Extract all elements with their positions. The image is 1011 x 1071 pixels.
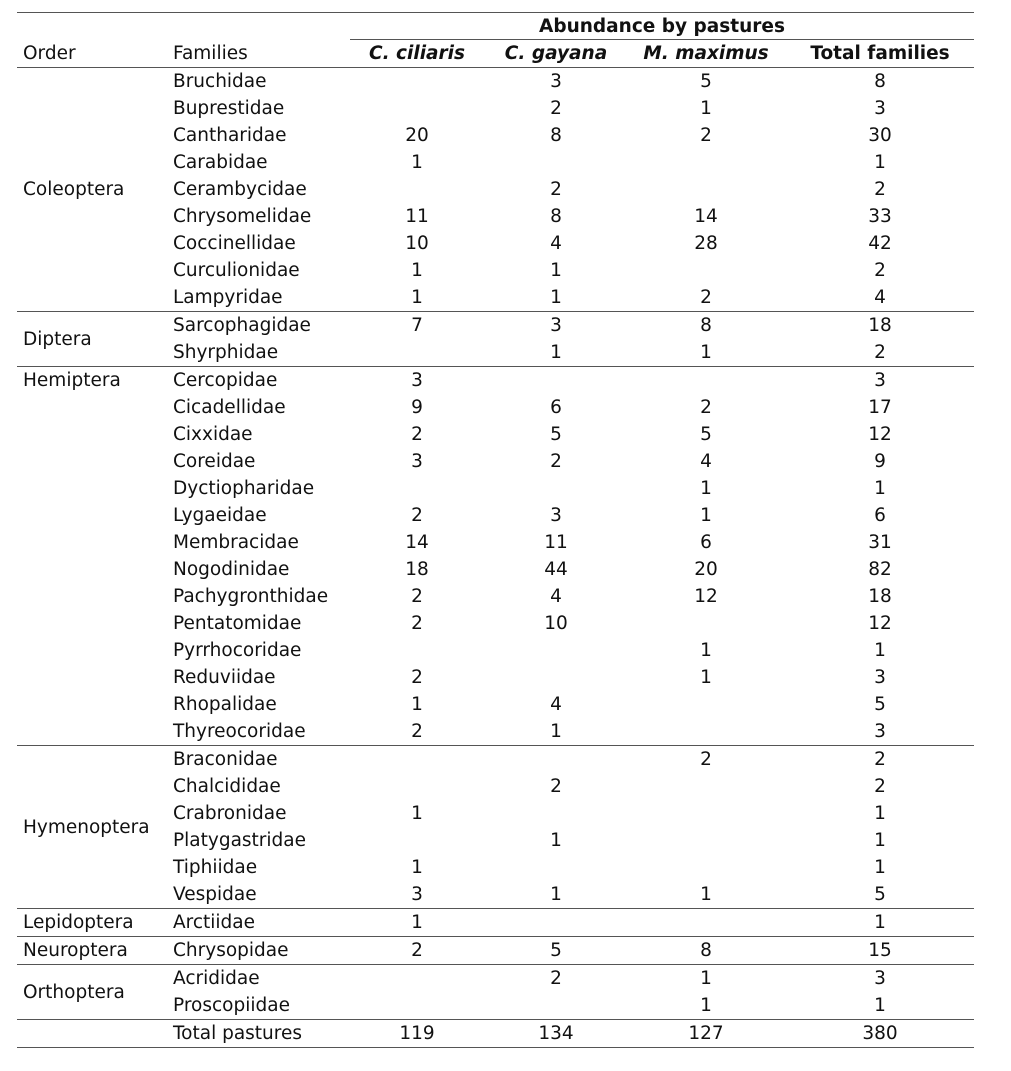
ciliaris-cell: 2 — [411, 586, 423, 607]
total-cell: 30 — [868, 125, 892, 146]
header-columns-row — [17, 40, 974, 68]
order-group — [17, 964, 974, 1019]
gayana-cell — [489, 992, 623, 1019]
order-label: Neuroptera — [23, 940, 128, 961]
total-pastures-label: Total pastures — [173, 1023, 303, 1044]
ciliaris-cell: 14 — [405, 532, 429, 553]
gayana-cell — [489, 854, 623, 881]
ciliaris-cell — [350, 965, 484, 992]
gayana-cell: 1 — [550, 260, 562, 281]
order-group — [17, 311, 974, 366]
table-row — [17, 394, 974, 421]
maximus-cell — [633, 257, 779, 284]
ciliaris-cell: 20 — [405, 125, 429, 146]
family-cell: Curculionidae — [173, 260, 300, 281]
total-families-column-header: Total families — [810, 43, 950, 64]
order-label: Diptera — [23, 328, 92, 350]
table-row — [17, 421, 974, 448]
maximus-cell — [633, 800, 779, 827]
gayana-cell: 2 — [550, 98, 562, 119]
family-cell: Cerambycidae — [173, 179, 307, 200]
gayana-cell: 1 — [550, 721, 562, 742]
family-cell: Lampyridae — [173, 287, 283, 308]
total-cell: 1 — [874, 478, 886, 499]
gayana-cell — [489, 149, 623, 176]
gayana-cell: 4 — [550, 586, 562, 607]
order-label: Hemiptera — [23, 370, 121, 391]
total-cell: 2 — [874, 776, 886, 797]
gayana-cell: 1 — [550, 342, 562, 363]
gayana-cell: 4 — [550, 233, 562, 254]
order-label: Hymenoptera — [23, 816, 150, 838]
total-cell: 82 — [868, 559, 892, 580]
family-cell: Thyreocoridae — [173, 721, 306, 742]
maximus-cell — [633, 909, 779, 936]
table-row — [17, 937, 974, 964]
table-row — [17, 475, 974, 502]
maximus-cell: 20 — [694, 559, 718, 580]
table-row — [17, 257, 974, 284]
family-cell: Shyrphidae — [173, 342, 279, 363]
family-cell: Chrysomelidae — [173, 206, 312, 227]
gayana-cell: 3 — [550, 505, 562, 526]
table-row — [17, 122, 974, 149]
gayana-cell: 44 — [544, 559, 568, 580]
table-row — [17, 367, 974, 394]
ciliaris-cell: 3 — [411, 370, 423, 391]
order-column-header: Order — [23, 43, 76, 64]
maximus-cell: 8 — [700, 315, 712, 336]
maximus-cell: 4 — [700, 451, 712, 472]
total-cell: 2 — [874, 749, 886, 770]
abundance-span-header: Abundance by pastures — [350, 13, 974, 40]
abundance-table — [17, 12, 974, 1048]
total-cell: 5 — [874, 694, 886, 715]
total-cell: 1 — [874, 912, 886, 933]
family-cell: Tiphiidae — [173, 857, 258, 878]
ciliaris-cell: 2 — [411, 721, 423, 742]
table-row — [17, 965, 974, 992]
ciliaris-cell: 7 — [411, 315, 423, 336]
table-row — [17, 95, 974, 122]
gayana-cell: 3 — [550, 71, 562, 92]
total-cell: 12 — [868, 613, 892, 634]
total-cell: 3 — [874, 98, 886, 119]
family-cell: Carabidae — [173, 152, 268, 173]
total-cell: 1 — [874, 995, 886, 1016]
maximus-cell — [633, 718, 779, 745]
total-cell: 15 — [868, 940, 892, 961]
family-cell: Dyctiopharidae — [173, 478, 315, 499]
gayana-cell: 2 — [550, 179, 562, 200]
table-row — [17, 637, 974, 664]
family-cell: Chalcididae — [173, 776, 281, 797]
table-row — [17, 881, 974, 908]
family-cell: Nogodinidae — [173, 559, 290, 580]
table-row — [17, 610, 974, 637]
table-row — [17, 909, 974, 936]
maximus-cell: 1 — [700, 98, 712, 119]
table-row — [17, 854, 974, 881]
family-cell: Vespidae — [173, 884, 257, 905]
family-cell: Lygaeidae — [173, 505, 267, 526]
order-group — [17, 366, 974, 745]
table-row — [17, 583, 974, 610]
ciliaris-cell: 9 — [411, 397, 423, 418]
gayana-cell: 1 — [550, 287, 562, 308]
ciliaris-cell — [350, 475, 484, 502]
table-row — [17, 448, 974, 475]
family-cell: Acrididae — [173, 968, 260, 989]
total-cell: 2 — [874, 179, 886, 200]
ciliaris-cell: 2 — [411, 940, 423, 961]
gayana-cell — [489, 909, 623, 936]
family-cell: Proscopiidae — [173, 995, 290, 1016]
family-cell: Pyrrhocoridae — [173, 640, 302, 661]
maximus-cell: 5 — [700, 424, 712, 445]
total-ciliaris: 119 — [399, 1023, 435, 1044]
maximus-cell — [633, 176, 779, 203]
order-label: Coleoptera — [23, 179, 125, 200]
total-cell: 3 — [874, 370, 886, 391]
gayana-cell: 5 — [550, 424, 562, 445]
gayana-cell — [489, 664, 623, 691]
ciliaris-cell — [350, 95, 484, 122]
gayana-cell: 1 — [550, 830, 562, 851]
table-row — [17, 339, 974, 366]
table-row — [17, 203, 974, 230]
ciliaris-cell — [350, 773, 484, 800]
total-cell: 3 — [874, 968, 886, 989]
ciliaris-cell: 1 — [411, 857, 423, 878]
gayana-cell: 2 — [550, 776, 562, 797]
total-cell: 1 — [874, 830, 886, 851]
table-row — [17, 691, 974, 718]
table-row — [17, 312, 974, 339]
ciliaris-cell: 1 — [411, 287, 423, 308]
ciliaris-cell — [350, 992, 484, 1019]
table-row — [17, 718, 974, 745]
maximus-cell: 1 — [700, 667, 712, 688]
total-cell: 18 — [868, 315, 892, 336]
total-gayana: 134 — [538, 1023, 574, 1044]
maximus-cell: 5 — [700, 71, 712, 92]
ciliaris-column-header: C. ciliaris — [369, 43, 465, 64]
ciliaris-cell: 1 — [411, 260, 423, 281]
total-grand: 380 — [862, 1023, 898, 1044]
ciliaris-cell: 11 — [405, 206, 429, 227]
table-row — [17, 68, 974, 95]
gayana-cell: 3 — [550, 315, 562, 336]
table-row — [17, 746, 974, 773]
family-cell: Bruchidae — [173, 71, 267, 92]
family-cell: Reduviidae — [173, 667, 276, 688]
total-cell: 1 — [874, 640, 886, 661]
ciliaris-cell: 10 — [405, 233, 429, 254]
table-body — [17, 68, 974, 1019]
total-cell: 31 — [868, 532, 892, 553]
family-cell: Sarcophagidae — [173, 315, 311, 336]
gayana-column-header: C. gayana — [504, 43, 608, 64]
ciliaris-cell: 1 — [411, 912, 423, 933]
ciliaris-cell: 2 — [411, 613, 423, 634]
total-cell: 17 — [868, 397, 892, 418]
table-row — [17, 800, 974, 827]
gayana-cell — [489, 800, 623, 827]
maximus-cell: 1 — [700, 884, 712, 905]
maximus-column-header: M. maximus — [643, 43, 769, 64]
ciliaris-cell: 2 — [411, 667, 423, 688]
ciliaris-cell: 3 — [411, 884, 423, 905]
maximus-cell — [633, 691, 779, 718]
family-cell: Cercopidae — [173, 370, 278, 391]
table-row — [17, 502, 974, 529]
total-cell: 8 — [874, 71, 886, 92]
ciliaris-cell — [350, 339, 484, 366]
order-group — [17, 745, 974, 908]
order-label: Lepidoptera — [23, 912, 134, 933]
table-row — [17, 176, 974, 203]
family-cell: Platygastridae — [173, 830, 307, 851]
order-label: Orthoptera — [23, 981, 125, 1003]
family-cell: Membracidae — [173, 532, 299, 553]
maximus-cell — [633, 367, 779, 394]
total-cell: 9 — [874, 451, 886, 472]
table-row — [17, 664, 974, 691]
family-cell: Chrysopidae — [173, 940, 289, 961]
total-cell: 42 — [868, 233, 892, 254]
maximus-cell: 8 — [700, 940, 712, 961]
total-cell: 3 — [874, 667, 886, 688]
gayana-cell — [489, 746, 623, 773]
maximus-cell — [633, 149, 779, 176]
total-cell: 5 — [874, 884, 886, 905]
total-cell: 3 — [874, 721, 886, 742]
maximus-cell — [633, 610, 779, 637]
maximus-cell: 1 — [700, 968, 712, 989]
family-cell: Cixxidae — [173, 424, 253, 445]
gayana-cell: 6 — [550, 397, 562, 418]
gayana-cell — [489, 637, 623, 664]
ciliaris-cell — [350, 827, 484, 854]
ciliaris-cell — [350, 746, 484, 773]
maximus-cell — [633, 854, 779, 881]
maximus-cell: 2 — [700, 125, 712, 146]
total-maximus: 127 — [688, 1023, 724, 1044]
total-cell: 1 — [874, 857, 886, 878]
family-cell: Buprestidae — [173, 98, 285, 119]
maximus-cell: 1 — [700, 505, 712, 526]
maximus-cell: 6 — [700, 532, 712, 553]
maximus-cell: 12 — [694, 586, 718, 607]
total-cell: 2 — [874, 342, 886, 363]
family-cell: Rhopalidae — [173, 694, 277, 715]
table-row — [17, 556, 974, 583]
gayana-cell: 8 — [550, 125, 562, 146]
maximus-cell: 2 — [700, 287, 712, 308]
family-cell: Coreidae — [173, 451, 256, 472]
gayana-cell: 2 — [550, 968, 562, 989]
gayana-cell: 2 — [550, 451, 562, 472]
ciliaris-cell — [350, 637, 484, 664]
family-cell: Pentatomidae — [173, 613, 302, 634]
family-cell: Pachygronthidae — [173, 586, 329, 607]
maximus-cell: 14 — [694, 206, 718, 227]
family-cell: Coccinellidae — [173, 233, 296, 254]
total-cell: 2 — [874, 260, 886, 281]
ciliaris-cell: 2 — [411, 424, 423, 445]
family-cell: Crabronidae — [173, 803, 287, 824]
total-cell: 1 — [874, 152, 886, 173]
gayana-cell: 8 — [550, 206, 562, 227]
maximus-cell: 1 — [700, 478, 712, 499]
gayana-cell: 1 — [550, 884, 562, 905]
family-cell: Arctiidae — [173, 912, 256, 933]
total-pastures-row — [17, 1019, 974, 1048]
maximus-cell: 1 — [700, 342, 712, 363]
gayana-cell: 11 — [544, 532, 568, 553]
total-cell: 33 — [868, 206, 892, 227]
ciliaris-cell: 1 — [411, 803, 423, 824]
maximus-cell — [633, 827, 779, 854]
total-cell: 4 — [874, 287, 886, 308]
maximus-cell: 1 — [700, 995, 712, 1016]
maximus-cell: 2 — [700, 749, 712, 770]
family-cell: Cicadellidae — [173, 397, 286, 418]
table-row — [17, 773, 974, 800]
maximus-cell: 28 — [694, 233, 718, 254]
family-cell: Cantharidae — [173, 125, 287, 146]
total-cell: 1 — [874, 803, 886, 824]
family-cell: Braconidae — [173, 749, 278, 770]
gayana-cell — [489, 475, 623, 502]
ciliaris-cell: 3 — [411, 451, 423, 472]
table-row — [17, 230, 974, 257]
ciliaris-cell: 18 — [405, 559, 429, 580]
total-cell: 6 — [874, 505, 886, 526]
table-row — [17, 827, 974, 854]
maximus-cell: 1 — [700, 640, 712, 661]
order-group — [17, 68, 974, 311]
order-group — [17, 908, 974, 936]
ciliaris-cell — [350, 68, 484, 95]
table-row — [17, 149, 974, 176]
table-row — [17, 529, 974, 556]
gayana-cell: 4 — [550, 694, 562, 715]
families-column-header: Families — [173, 43, 248, 64]
table-row — [17, 284, 974, 311]
ciliaris-cell: 1 — [411, 694, 423, 715]
gayana-cell: 10 — [544, 613, 568, 634]
gayana-cell — [489, 367, 623, 394]
header-span-row — [17, 12, 974, 40]
maximus-cell: 2 — [700, 397, 712, 418]
ciliaris-cell: 2 — [411, 505, 423, 526]
table-row — [17, 992, 974, 1019]
ciliaris-cell: 1 — [411, 152, 423, 173]
order-group — [17, 936, 974, 964]
total-cell: 18 — [868, 586, 892, 607]
gayana-cell: 5 — [550, 940, 562, 961]
total-cell: 12 — [868, 424, 892, 445]
maximus-cell — [633, 773, 779, 800]
ciliaris-cell — [350, 176, 484, 203]
